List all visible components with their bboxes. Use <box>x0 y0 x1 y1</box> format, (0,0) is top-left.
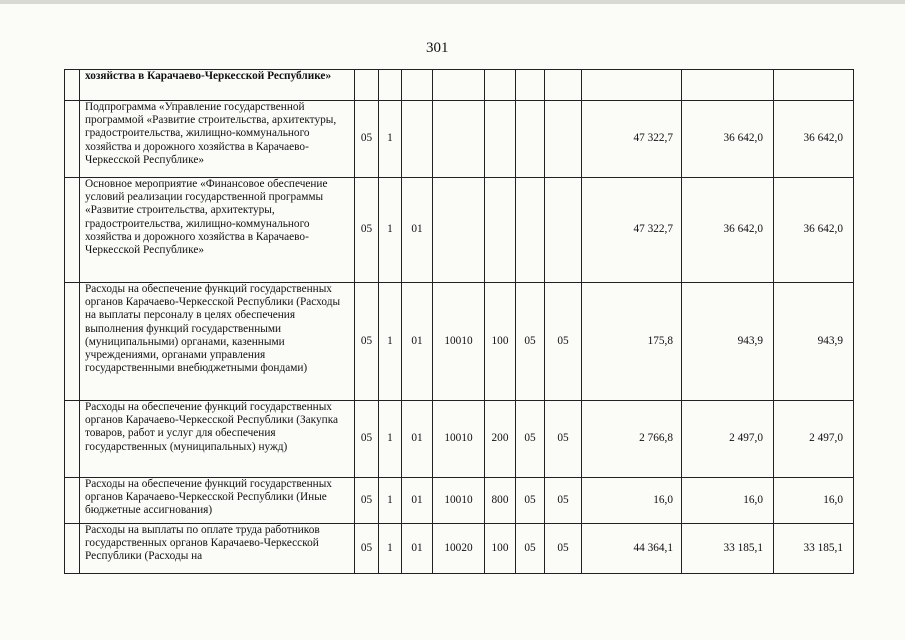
page-number: 301 <box>426 40 449 56</box>
amount-year1-cell: 47 322,7 <box>582 178 682 283</box>
table-row <box>65 478 854 524</box>
amount-year3-cell <box>774 70 854 101</box>
direction-code-cell <box>433 70 485 101</box>
section-cell: 05 <box>516 283 545 401</box>
description-cell: Расходы на выплаты по оплате труда работников государственных органов Карачаево-Черкесской Республики (Расходы на <box>80 524 355 574</box>
table-row <box>65 70 854 101</box>
amount-year1-cell: 47 322,7 <box>582 101 682 178</box>
scan-top-edge <box>0 0 905 4</box>
row-number-cell <box>65 101 80 178</box>
subsection-cell <box>545 70 582 101</box>
amount-year3-cell: 36 642,0 <box>774 178 854 283</box>
expense-type-cell: 100 <box>485 283 516 401</box>
expense-type-cell <box>485 70 516 101</box>
row-number-cell <box>65 178 80 283</box>
section-cell <box>516 101 545 178</box>
amount-year1-cell <box>582 70 682 101</box>
expense-type-cell: 100 <box>485 524 516 574</box>
expense-type-cell <box>485 178 516 283</box>
amount-year1-cell: 44 364,1 <box>582 524 682 574</box>
event-code-cell <box>402 101 433 178</box>
chapter-code-cell: 05 <box>355 401 379 478</box>
amount-year2-cell: 33 185,1 <box>682 524 774 574</box>
program-code-cell: 1 <box>379 283 402 401</box>
amount-year3-cell: 16,0 <box>774 478 854 524</box>
row-number-cell <box>65 478 80 524</box>
subsection-cell: 05 <box>545 524 582 574</box>
description-cell: Расходы на обеспечение функций государственных органов Карачаево-Черкесской Республики (Расходы на выплаты персоналу в целях обеспечения выполнения функций государственными (муниципальными) органами, казенными учреждениями, органами управления государственными внебюджетными фондами) <box>80 283 355 401</box>
expense-type-cell: 800 <box>485 478 516 524</box>
chapter-code-cell: 05 <box>355 478 379 524</box>
amount-year2-cell: 16,0 <box>682 478 774 524</box>
direction-code-cell: 10010 <box>433 478 485 524</box>
row-number-cell <box>65 283 80 401</box>
table-row <box>65 101 854 178</box>
section-cell <box>516 178 545 283</box>
amount-year2-cell: 2 497,0 <box>682 401 774 478</box>
section-cell <box>516 70 545 101</box>
section-cell: 05 <box>516 401 545 478</box>
description-cell: Основное мероприятие «Финансовое обеспечение условий реализации государственной программы «Развитие строительства, архитектуры, градостроительства, жилищно-коммунального хозяйства и дорожного хозяйства в Карачаево-Черкесской Республике» <box>80 178 355 283</box>
event-code-cell: 01 <box>402 283 433 401</box>
amount-year2-cell: 36 642,0 <box>682 178 774 283</box>
row-number-cell <box>65 70 80 101</box>
expense-type-cell: 200 <box>485 401 516 478</box>
direction-code-cell: 10010 <box>433 401 485 478</box>
subsection-cell: 05 <box>545 401 582 478</box>
chapter-code-cell: 05 <box>355 524 379 574</box>
expense-type-cell <box>485 101 516 178</box>
description-cell: хозяйства в Карачаево-Черкесской Республике» <box>80 70 355 101</box>
direction-code-cell <box>433 178 485 283</box>
subsection-cell: 05 <box>545 478 582 524</box>
direction-code-cell: 10010 <box>433 283 485 401</box>
table-row <box>65 524 854 574</box>
amount-year1-cell: 175,8 <box>582 283 682 401</box>
description-cell: Расходы на обеспечение функций государственных органов Карачаево-Черкесской Республики (Иные бюджетные ассигнования) <box>80 478 355 524</box>
chapter-code-cell <box>355 70 379 101</box>
event-code-cell: 01 <box>402 178 433 283</box>
amount-year1-cell: 2 766,8 <box>582 401 682 478</box>
section-cell: 05 <box>516 478 545 524</box>
amount-year2-cell <box>682 70 774 101</box>
row-number-cell <box>65 524 80 574</box>
amount-year3-cell: 943,9 <box>774 283 854 401</box>
description-cell: Подпрограмма «Управление государственной программой «Развитие строительства, архитектуры, градостроительства, жилищно-коммунального хозяйства и дорожного хозяйства в Карачаево-Черкесской Республике» <box>80 101 355 178</box>
amount-year1-cell: 16,0 <box>582 478 682 524</box>
amount-year2-cell: 36 642,0 <box>682 101 774 178</box>
table-row <box>65 178 854 283</box>
event-code-cell: 01 <box>402 478 433 524</box>
table-row <box>65 283 854 401</box>
event-code-cell: 01 <box>402 401 433 478</box>
program-code-cell: 1 <box>379 401 402 478</box>
direction-code-cell: 10020 <box>433 524 485 574</box>
program-code-cell <box>379 70 402 101</box>
program-code-cell: 1 <box>379 524 402 574</box>
row-number-cell <box>65 401 80 478</box>
chapter-code-cell: 05 <box>355 101 379 178</box>
subsection-cell <box>545 178 582 283</box>
table-row <box>65 401 854 478</box>
direction-code-cell <box>433 101 485 178</box>
event-code-cell: 01 <box>402 524 433 574</box>
subsection-cell: 05 <box>545 283 582 401</box>
program-code-cell: 1 <box>379 178 402 283</box>
description-cell: Расходы на обеспечение функций государственных органов Карачаево-Черкесской Республики (Закупка товаров, работ и услуг для обеспечения государственных (муниципальных) нужд) <box>80 401 355 478</box>
amount-year3-cell: 36 642,0 <box>774 101 854 178</box>
event-code-cell <box>402 70 433 101</box>
chapter-code-cell: 05 <box>355 178 379 283</box>
section-cell: 05 <box>516 524 545 574</box>
program-code-cell: 1 <box>379 478 402 524</box>
amount-year3-cell: 2 497,0 <box>774 401 854 478</box>
amount-year3-cell: 33 185,1 <box>774 524 854 574</box>
program-code-cell: 1 <box>379 101 402 178</box>
budget-table <box>64 69 854 574</box>
chapter-code-cell: 05 <box>355 283 379 401</box>
subsection-cell <box>545 101 582 178</box>
amount-year2-cell: 943,9 <box>682 283 774 401</box>
